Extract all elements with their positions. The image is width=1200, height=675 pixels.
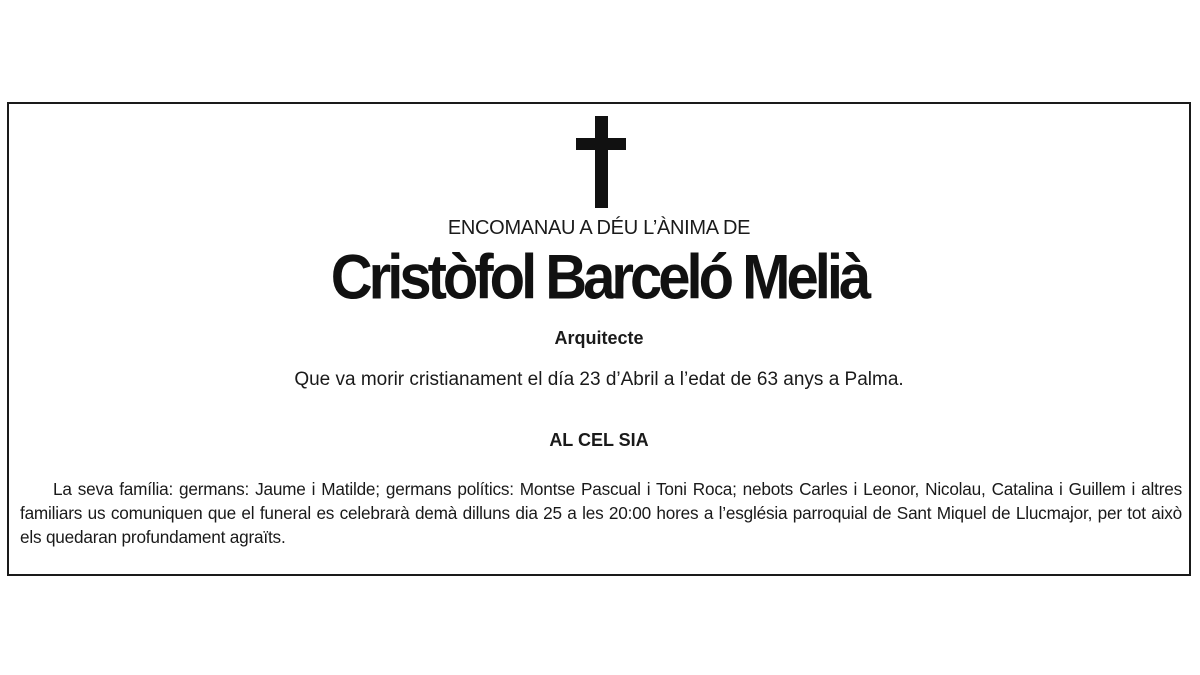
farewell-heading: AL CEL SIA: [549, 430, 649, 450]
deceased-name: Cristòfol Barceló Melià: [330, 242, 868, 313]
obituary-notice: [7, 102, 1191, 576]
cross-horizontal-bar: [576, 138, 626, 150]
latin-cross-icon: [576, 116, 626, 208]
family-announcement: La seva família: germans: Jaume i Matilde; germans polítics: Montse Pascual i Toni Roca; nebots Carles i Leonor, Nicolau, Catalina i Guillem i altres familiars us comuniquen que el funeral es celebrarà demà dilluns dia 25 a les 20:00 hores a l’església parroquial de Sant Miquel de Llucmajor, per tot això els quedaran profundament agraïts.: [20, 479, 1182, 547]
intro-heading: ENCOMANAU A DÉU L’ÀNIMA DE: [447, 217, 751, 239]
profession: Arquitecte: [554, 328, 644, 348]
death-details: Que va morir cristianament el día 23 d’Abril a l’edat de 63 anys a Palma.: [294, 369, 904, 390]
cross-vertical-bar: [595, 116, 608, 208]
